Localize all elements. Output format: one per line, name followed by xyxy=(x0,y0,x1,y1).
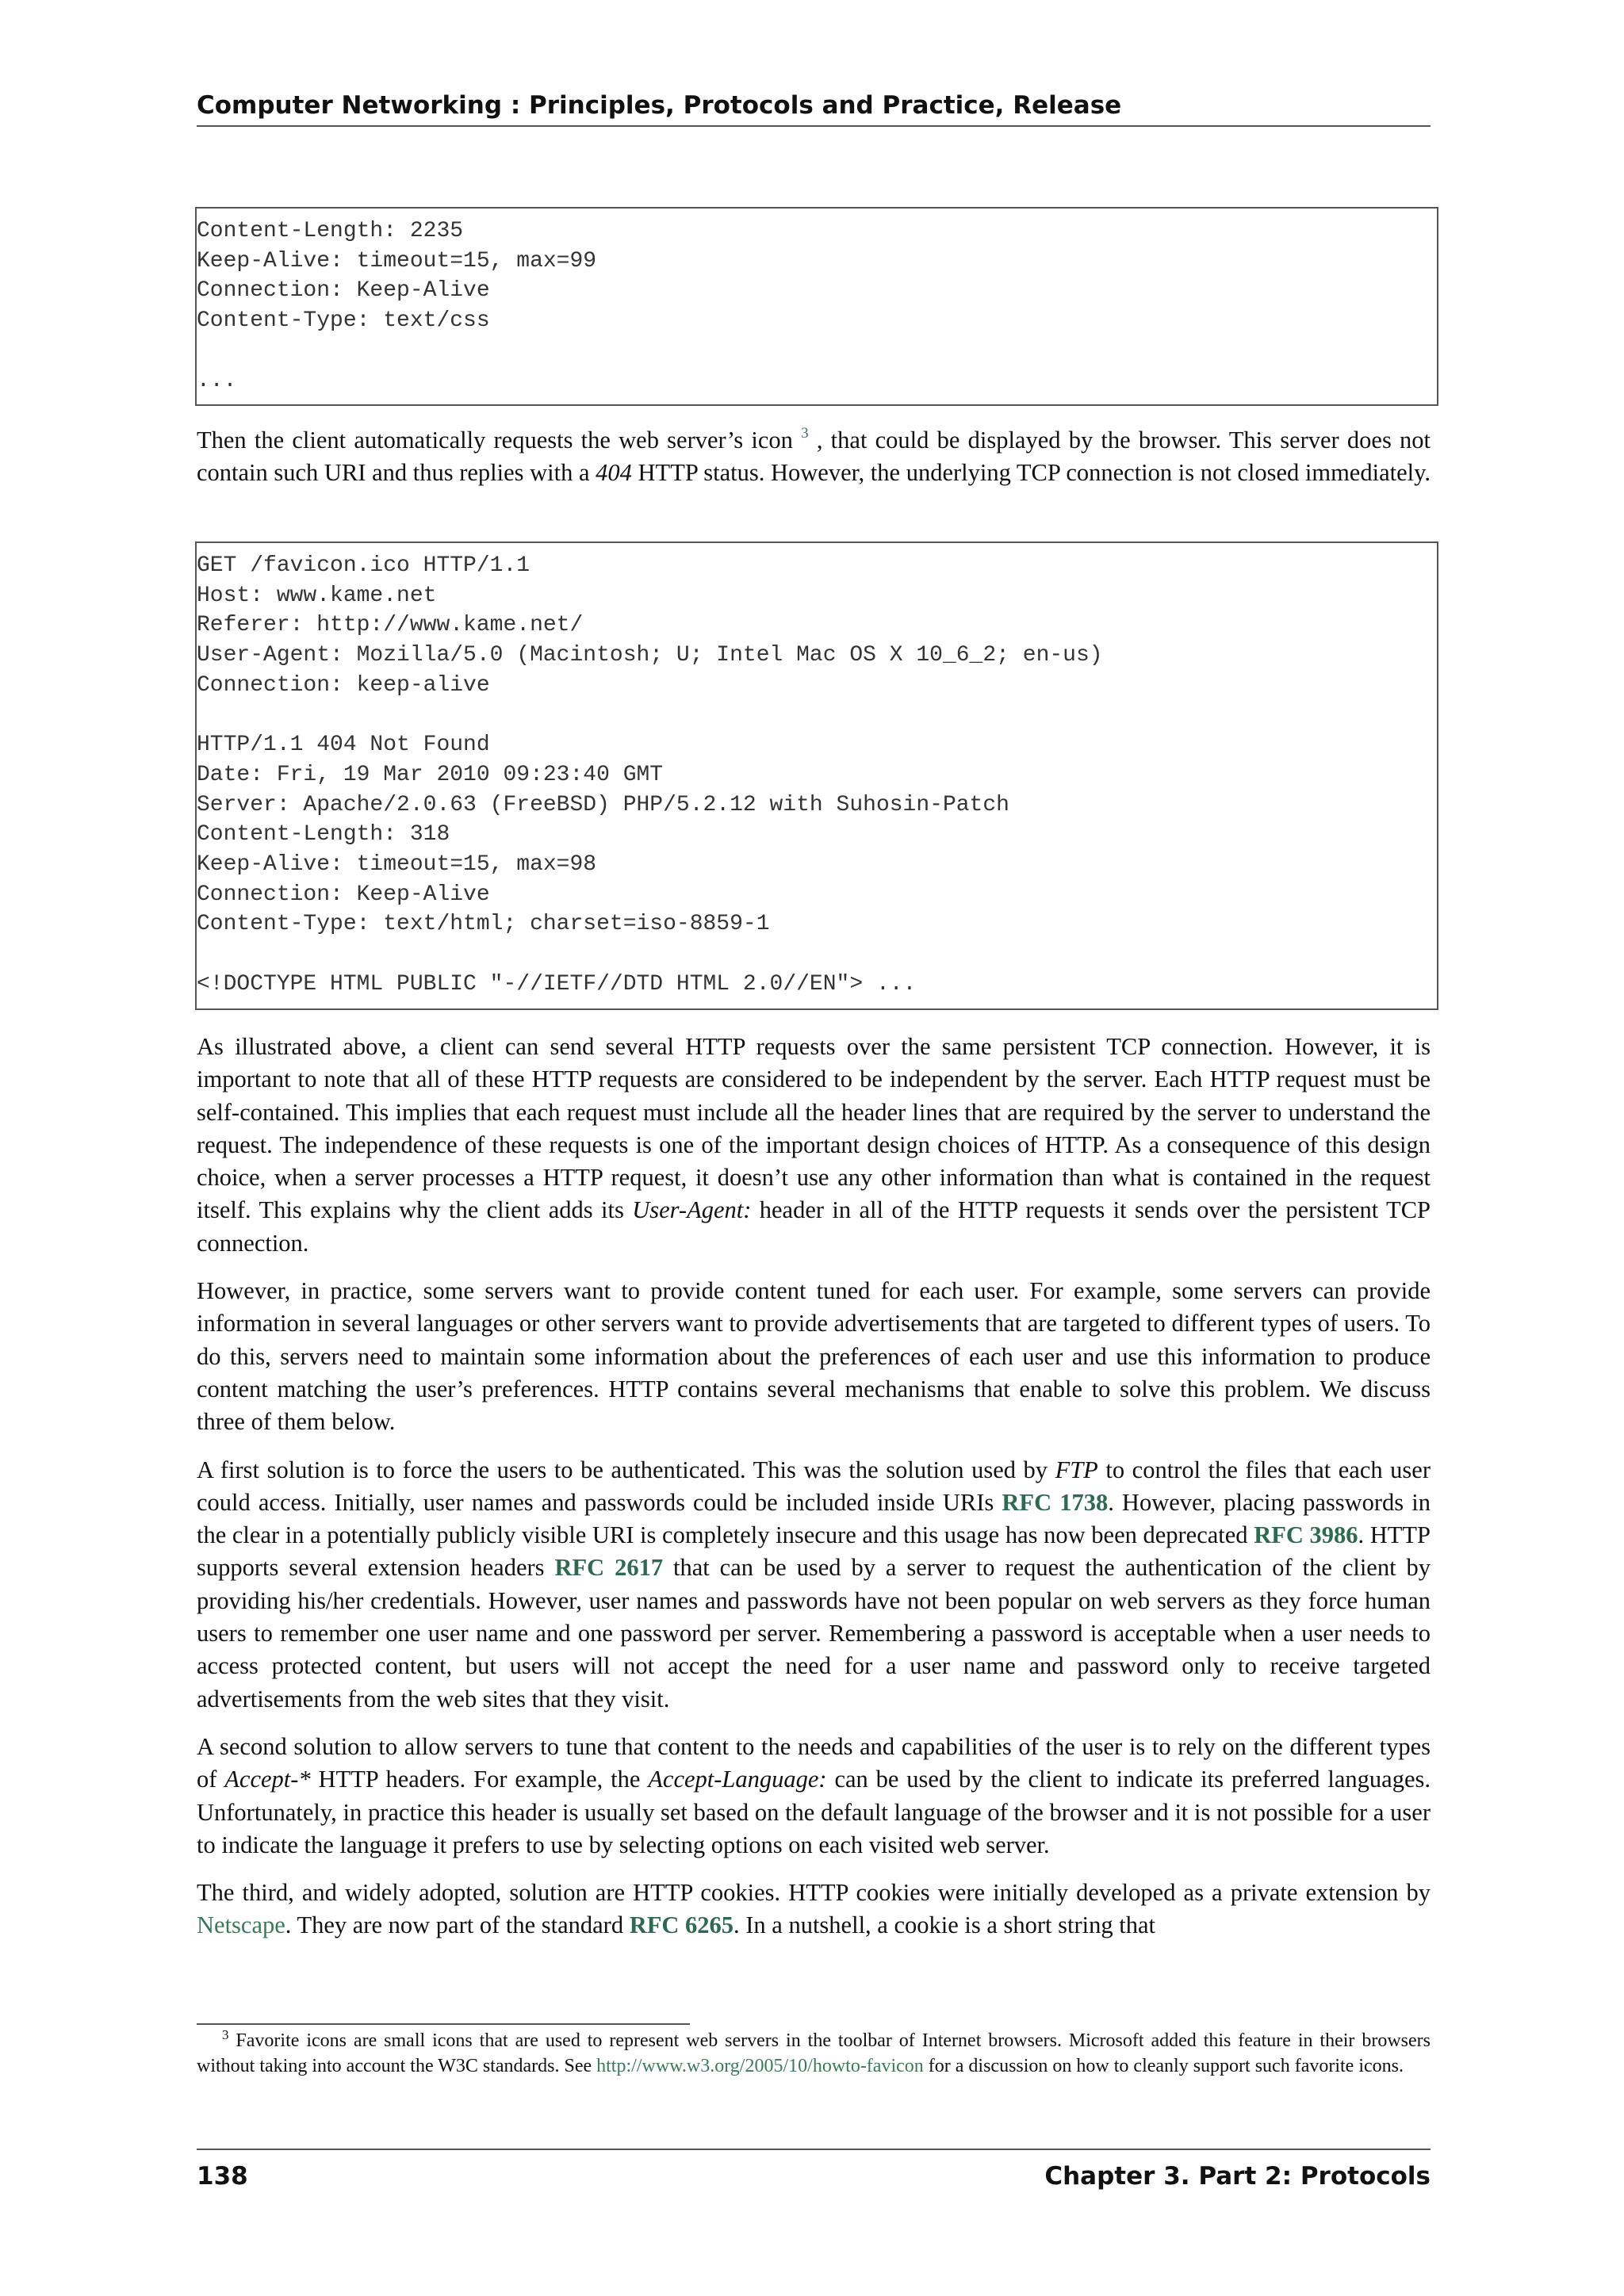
rfc-2617-link[interactable]: RFC 2617 xyxy=(554,1554,664,1582)
document-page xyxy=(197,0,1431,2296)
paragraph-authentication: A first solution is to force the users to be authenticated. This was the solution used by FTP to control the files that each user could access. Initially, user names and passwords could be included inside URIs RFC 1738. However, placing passwords in the clear in a potentially publicly visible URI is completely insecure and this usage has now been deprecated RFC 3986. HTTP supports several extension headers RFC 2617 that can be used by a server to request the authentication of the client by providing his/her credentials. However, user names and passwords have not been popular on web servers as they force human users to remember one user name and one password per server. Remembering a password is acceptable when a user needs to access protected content, but users will not accept the need for a user name and password only to receive targeted advertisements from the web sites that they visit. xyxy=(197,1456,1431,1712)
body-text-top xyxy=(197,424,1431,505)
footnote-ref-3[interactable]: 3 xyxy=(801,425,809,442)
running-header: Computer Networking : Principles, Protocols and Practice, Release xyxy=(197,89,1431,127)
running-footer xyxy=(197,2149,1431,2193)
netscape-link[interactable]: Netscape xyxy=(197,1911,285,1939)
footnote-3: $^3$ Favorite icons are small icons that are used to represent web servers in the toolbar of Internet browsers. Microsoft added this feature in their browsers without taking into account the W3C standards. See http://www.w3.org/2005/10/howto-favicon for a discussion on how to cleanly support such favorite icons. xyxy=(197,2027,1431,2076)
paragraph-cookies: The third, and widely adopted, solution are HTTP cookies. HTTP cookies were initially developed as a private extension by Netscape. They are now part of the standard RFC 6265. In a nutshell, a cookie is a short string that xyxy=(197,1879,1431,1939)
chapter-title: Chapter 3. Part 2: Protocols xyxy=(1044,2162,1431,2191)
rfc-1738-link[interactable]: RFC 1738 xyxy=(1002,1488,1109,1516)
paragraph-favicon: Then the client automatically requests the web server’s icon $^3$ , that could be displayed by the browser. This server does not contain such URI and thus replies with a 404 HTTP status. However, the underlying TCP connection is not closed immediately. xyxy=(197,425,1431,487)
rfc-3986-link[interactable]: RFC 3986 xyxy=(1254,1521,1358,1549)
footnote-mark: 3 xyxy=(222,2027,229,2042)
body-text-main xyxy=(197,1031,1431,1957)
paragraph-accept-headers: A second solution to allow servers to tune that content to the needs and capabilities of the user is to rely on the different types of Accept-* HTTP headers. For example, the Accept-Language: can be used by the client to indicate its preferred languages. Unfortunately, in practice this header is usually set based on the default language of the browser and it is not possible for a user to indicate the language it prefers to use by selecting options on each visited web server. xyxy=(197,1732,1431,1858)
favicon-howto-link[interactable]: http://www.w3.org/2005/10/howto-favicon xyxy=(596,2056,924,2076)
paragraph-independent-requests: As illustrated above, a client can send several HTTP requests over the same persistent TCP connection. However, it is important to note that all of these HTTP requests are considered to be independent by the server. Each HTTP request must be self-contained. This implies that each request must include all the header lines that are required by the server to understand the request. The independence of these requests is one of the important design choices of HTTP. As a consequence of this design choice, when a server processes a HTTP request, it doesn’t use any other information than what is contained in the request itself. This explains why the client adds its User-Agent: header in all of the HTTP requests it sends over the persistent TCP connection. xyxy=(197,1033,1431,1257)
code-block-favicon-exchange: GET /favicon.ico HTTP/1.1 Host: www.kame.net Referer: http://www.kame.net/ User-Agent: Mozilla/5.0 (Macintosh; U; Intel Mac OS X 10_6_2; en-us) Connection: keep-alive HTTP/1.1 404 Not Found Date: Fri, 19 Mar 2010 09:23:40 GMT Server: Apache/2.0.63 (FreeBSD) PHP/5.2.12 with Suhosin-Patch Content-Length: 318 Keep-Alive: timeout=15, max=98 Connection: Keep-Alive Content-Type: text/html; charset=iso-8859-1 <!DOCTYPE HTML PUBLIC "-//IETF//DTD HTML 2.0//EN"> ... xyxy=(195,541,1438,1010)
footnote-divider xyxy=(197,2023,690,2025)
paragraph-tuned-content: However, in practice, some servers want to provide content tuned for each user. For example, some servers can provide information in several languages or other servers want to provide advertisements that are targeted to different types of users. To do this, servers need to maintain some information about the preferences of each user and use this information to produce content matching the user’s preferences. HTTP contains several mechanisms that enable to solve this problem. We discuss three of them below. xyxy=(197,1277,1431,1436)
rfc-6265-link[interactable]: RFC 6265 xyxy=(629,1911,734,1939)
page-number: 138 xyxy=(197,2162,248,2191)
code-block-response-headers: Content-Length: 2235 Keep-Alive: timeout=15, max=99 Connection: Keep-Alive Content-Type: text/css ... xyxy=(195,207,1438,406)
